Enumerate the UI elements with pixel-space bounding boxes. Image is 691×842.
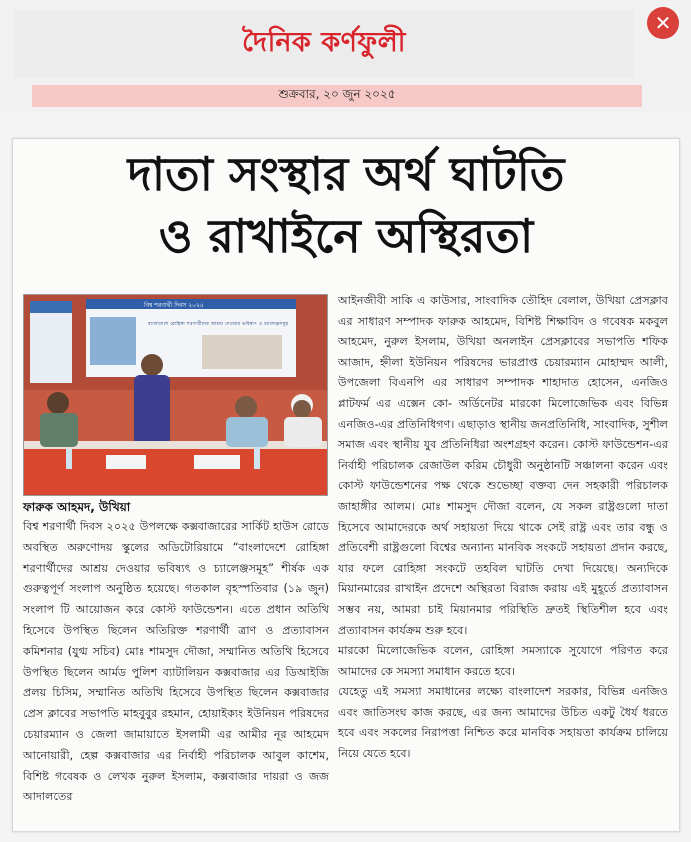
banner-title: বিশ্ব শরণার্থী দিবস ২০২৫ <box>144 302 204 309</box>
right-column-paragraph-1: আইনজীবী সাকি এ কাউসার, সাংবাদিক তৌহিদ বেলাল, উখিয়া প্রেসক্লাব এর সাধারণ সম্পাদক ফারুক আহমেদ, বিশিষ্ট শিক্ষাবিদ ও গবেষক মকবুল আহমেদ, নুরুল ইসলাম, উখিয়া অনলাইন প্রেসক্লাবের সভাপতি শফিক আজাদ, হ্নীলা ইউনিয়ন পরিষদের ভারপ্রাপ্ত চেয়ারম্যান মোহাম্মদ আলী, উপজেলা বিএনপি এর সাধারণ সম্পাদক শাহাদাত হোসেন, এনজিও প্লাটফর্ম এর এক্সেন কো- অর্ডিনেটর মারকো মিলোজেভিক এবং বিভিন্ন এনজিও-এর প্রতিনিধিগণ। এছাড়াও স্থানীয় জনপ্রতিনিধি, সাংবাদিক, সুশীল সমাজ এবং স্থানীয় যুব প্রতিনিধিরা অংশগ্রহণ করেন। কোস্ট ফাউন্ডেশন-এর নির্বাহী পরিচালক রেজাউল করিম চৌধুরী অনুষ্ঠানটি সঞ্চালনা করেন এবং কোস্ট ফাউন্ডেশনের পক্ষ থেকে শুভেচ্ছা বক্তব্য দেন সহকারী পরিচালক জাহাঙ্গীর আলম। মোঃ শামসুদ দৌজা বলেন, যে সকল রাষ্ট্রগুলো দাতা হিসেবে আমাদেরকে অর্থ সহায়তা দিয়ে থাকে সেই রাষ্ট্র এবং তার বন্ধু ও প্রতিবেশী রাষ্ট্রগুলো বিশ্বের অন্যান্য মানবিক সংকটে সহায়তা প্রদান করছে, যার ফলে রোহিঙ্গা সংকটে তহবিল ঘাটতি দেখা দিয়েছে। অন্যদিকে মিয়ানমারের রাখাইন প্রদেশে অস্থিরতা বিরাজ করায় এই মুহূর্তে প্রত্যাবাসন সম্ভব নয়, আমরা চাই মিয়ানমার পরিস্থিতি দ্রুতই স্থিতিশীল হবে এবং প্রত্যাবাসন কার্যক্রম শুরু হবে। <box>338 294 668 637</box>
date-bar <box>32 85 642 107</box>
article-column-left <box>23 517 329 808</box>
left-column-text: বিশ্ব শরণার্থী দিবস ২০২৫ উপলক্ষে কক্সবাজারের সার্কিট হাউস রোডে অবস্থিত অরুণোদয় স্কুলের অডিটোরিয়ামে “বাংলাদেশে রোহিঙ্গা শরণার্থীদের আশ্রয় দেওয়ার ভবিষ্যৎ ও চ্যালেঞ্জসমূহ” শীর্ষক এক গুরুত্বপূর্ণ সংলাপ অনুষ্ঠিত হয়েছে। গতকাল বৃহস্পতিবার (১৯ জুন) সংলাপ টি আয়োজন করে কোস্ট ফাউন্ডেশন। এতে প্রধান অতিথি হিসেবে উপস্থিত ছিলেন অতিরিক্ত শরণার্থী ত্রাণ ও প্রত্যাবাসন কমিশনার (যুগ্ম সচিব) মোঃ শামসুদ দৌজা, সম্মানিত অতিথি হিসেবে উপস্থিত ছিলেন আর্মড পুলিশ ব্যাটালিয়ন কক্সবাজার এর ডিআইজি প্রলয় চিসিম, সম্মানিত অতিথি হিসেবে উপস্থিত ছিলেন কক্সবাজার প্রেস ক্লাবের সভাপতি মাহবুবুর রহমান, হোয়াইক্যং ইউনিয়ন পরিষদের চেয়ারম্যান ও জেলা জামায়াতে ইসলামী এর আমীর নূর আহমেদ আনোয়ারী, হেল্প কক্সবাজার এর নির্বাহী পরিচালক আবুল কাশেম, বিশিষ্ট গবেষক ও লেখক নুরুল ইসলাম, কক্সবাজার দায়রা ও জজ আদালতের <box>23 520 329 804</box>
right-column-paragraph-3: যেহেতু এই সমস্যা সমাধানের লক্ষ্যে বাংলাদেশ সরকার, বিভিন্ন এনজিও এবং জাতিসংঘ কাজ করছে, এর জন্য আমাদের উচিত একটু ধৈর্য ধরতে হবে এবং সকলের নিরাপত্তা নিশ্চিত করে মানবিক সহায়তা কার্যক্রম চালিয়ে নিয়ে যেতে হবে। <box>338 685 668 761</box>
close-icon: ✕ <box>654 11 672 35</box>
publication-date: শুক্রবার, ২০ জুন ২০২৫ <box>278 87 396 101</box>
article-headline <box>13 143 679 267</box>
news-clipping <box>12 138 680 832</box>
article-column-right <box>338 291 668 765</box>
event-photo-image <box>24 295 327 495</box>
headline-line-2: ও রাখাইনে অস্থিরতা <box>158 209 534 263</box>
article-byline: ফারুক আহমদ, উখিয়া <box>23 500 131 514</box>
masthead-title: দৈনিক কর্ণফুলী <box>241 26 407 58</box>
banner-subtitle: বাংলাদেশে রোহিঙ্গা শরণার্থীদের আশ্রয় দেওয়ার ভবিষ্যৎ ও চ্যালেঞ্জসমূহ <box>148 322 288 327</box>
article-photo <box>23 294 328 496</box>
right-column-paragraph-2: মারকো মিলোজেভিক বলেন, রোহিঙ্গা সমস্যাকে সুযোগে পরিণত করে আমাদের কে সমস্যা সমাধান করতে হবে। <box>338 644 668 678</box>
headline-line-1: দাতা সংস্থার অর্থ ঘাটতি <box>127 147 565 201</box>
newspaper-masthead <box>14 10 634 78</box>
close-button[interactable] <box>647 7 679 39</box>
page-header <box>0 0 691 112</box>
